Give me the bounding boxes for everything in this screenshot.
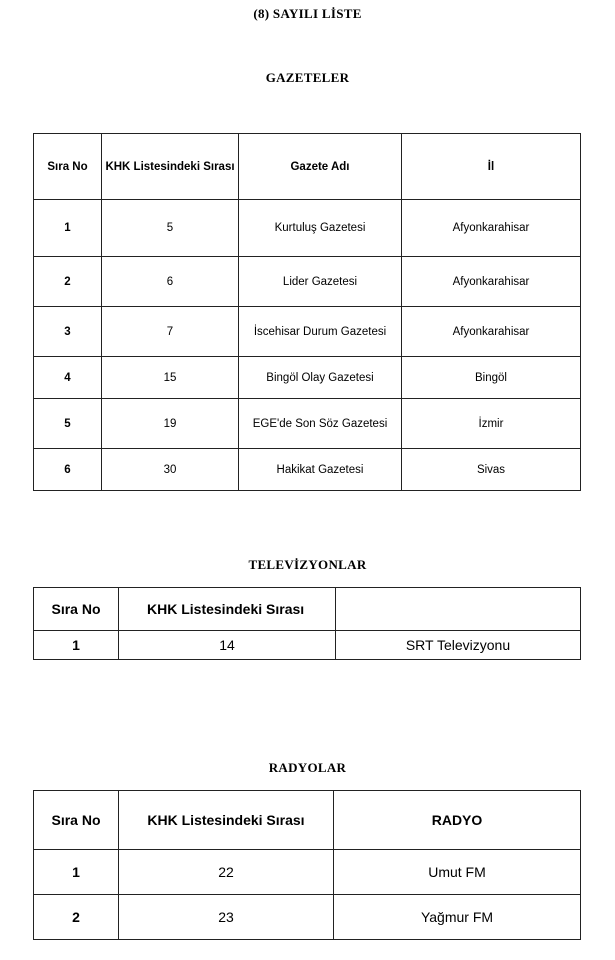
cell-sira: 1: [34, 200, 102, 257]
col-header-radyo: RADYO: [334, 791, 581, 850]
col-header-sira: Sıra No: [34, 791, 119, 850]
cell-sira: 1: [34, 850, 119, 895]
table-header-row: [34, 791, 581, 850]
cell-il: İzmir: [402, 399, 581, 449]
cell-il: Sivas: [402, 449, 581, 491]
radyolar-heading: RADYOLAR: [268, 760, 347, 775]
table-header-row: [34, 588, 581, 631]
cell-khk: 7: [102, 307, 239, 357]
cell-sira: 2: [34, 257, 102, 307]
televizyonlar-table: [33, 587, 581, 660]
cell-sira: 5: [34, 399, 102, 449]
cell-il: Afyonkarahisar: [402, 200, 581, 257]
televizyonlar-heading: TELEVİZYONLAR: [248, 557, 367, 572]
cell-gazete: İscehisar Durum Gazetesi: [239, 307, 402, 357]
cell-sira: 4: [34, 357, 102, 399]
cell-kanal: SRT Televizyonu: [336, 631, 581, 660]
cell-radyo: Yağmur FM: [334, 895, 581, 940]
cell-khk: 5: [102, 200, 239, 257]
cell-gazete: Lider Gazetesi: [239, 257, 402, 307]
cell-khk: 19: [102, 399, 239, 449]
cell-gazete: Bingöl Olay Gazetesi: [239, 357, 402, 399]
cell-sira: 2: [34, 895, 119, 940]
col-header-kanal: [336, 588, 581, 631]
table-row: [34, 200, 581, 257]
radyolar-table: [33, 790, 581, 940]
table-row: [34, 631, 581, 660]
cell-il: Afyonkarahisar: [402, 257, 581, 307]
cell-khk: 30: [102, 449, 239, 491]
table-row: [34, 895, 581, 940]
cell-il: Bingöl: [402, 357, 581, 399]
col-header-sira: Sıra No: [34, 588, 119, 631]
table-row: [34, 850, 581, 895]
table-row: [34, 357, 581, 399]
cell-sira: 3: [34, 307, 102, 357]
cell-khk: 14: [119, 631, 336, 660]
col-header-khk: KHK Listesindeki Sırası: [119, 791, 334, 850]
page-title: (8) SAYILI LİSTE: [253, 6, 362, 21]
col-header-khk: KHK Listesindeki Sırası: [102, 134, 239, 200]
gazeteler-table: [33, 133, 581, 491]
cell-khk: 15: [102, 357, 239, 399]
table-row: [34, 307, 581, 357]
cell-sira: 1: [34, 631, 119, 660]
cell-gazete: Hakikat Gazetesi: [239, 449, 402, 491]
col-header-il: İl: [402, 134, 581, 200]
cell-sira: 6: [34, 449, 102, 491]
cell-khk: 22: [119, 850, 334, 895]
cell-radyo: Umut FM: [334, 850, 581, 895]
table-header-row: [34, 134, 581, 200]
table-row: [34, 399, 581, 449]
table-row: [34, 257, 581, 307]
gazeteler-heading: GAZETELER: [265, 70, 350, 85]
table-row: [34, 449, 581, 491]
cell-khk: 6: [102, 257, 239, 307]
cell-il: Afyonkarahisar: [402, 307, 581, 357]
cell-gazete: Kurtuluş Gazetesi: [239, 200, 402, 257]
cell-khk: 23: [119, 895, 334, 940]
col-header-sira: Sıra No: [34, 134, 102, 200]
col-header-gazete: Gazete Adı: [239, 134, 402, 200]
cell-gazete: EGE'de Son Söz Gazetesi: [239, 399, 402, 449]
col-header-khk: KHK Listesindeki Sırası: [119, 588, 336, 631]
